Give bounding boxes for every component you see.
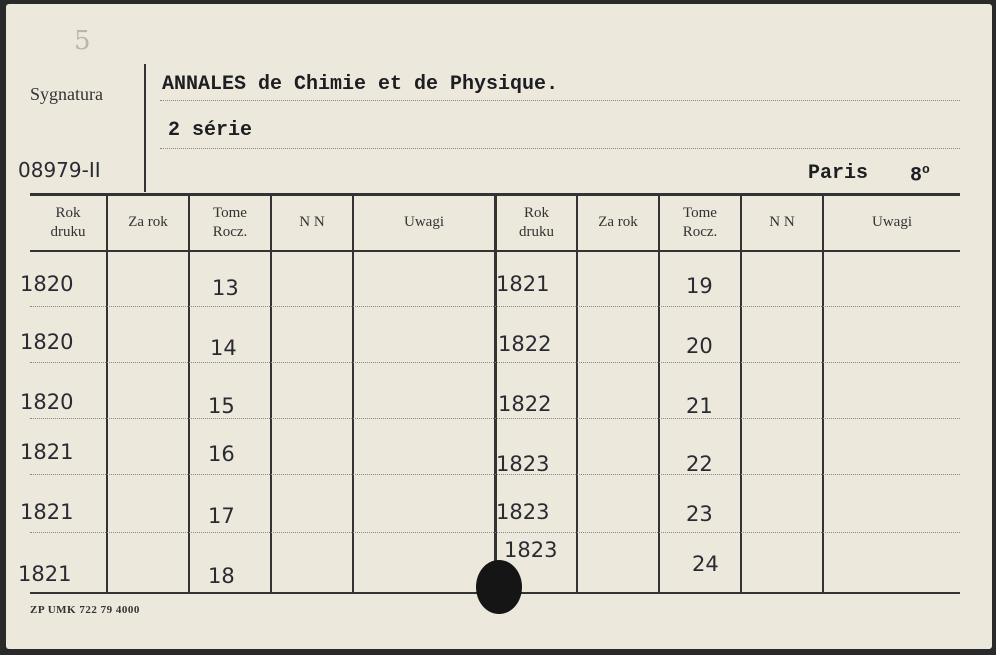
header-uwagi: Uwagi bbox=[872, 214, 912, 230]
row-dotted-line bbox=[30, 532, 960, 533]
row-year: 1820 bbox=[20, 390, 74, 414]
row-year: 1823 bbox=[496, 500, 550, 524]
format-text: 8$^o$ bbox=[910, 162, 930, 188]
row-volume: 13 bbox=[212, 276, 239, 300]
row-volume: 24 bbox=[692, 552, 719, 576]
row-dotted-line bbox=[30, 474, 960, 475]
header-divider bbox=[144, 64, 146, 192]
row-volume: 17 bbox=[208, 504, 235, 528]
header-za-rok: Za rok bbox=[598, 214, 638, 230]
row-volume: 20 bbox=[686, 334, 713, 358]
row-volume: 21 bbox=[686, 394, 713, 418]
row-dotted-line bbox=[30, 418, 960, 419]
place-text: Paris bbox=[808, 162, 869, 185]
header-uwagi: Uwagi bbox=[404, 214, 444, 230]
header-rok-druku: Rok druku bbox=[50, 205, 86, 240]
catalog-card bbox=[6, 4, 992, 649]
row-year: 1822 bbox=[498, 332, 552, 356]
row-volume: 22 bbox=[686, 452, 713, 476]
series-text: 2 série bbox=[168, 119, 253, 142]
row-dotted-line bbox=[30, 362, 960, 363]
title-text: ANNALES de Chimie et de Physique. bbox=[162, 73, 559, 96]
header-nn: N N bbox=[299, 214, 325, 230]
series-dotted-line bbox=[160, 148, 960, 149]
row-year: 1821 bbox=[20, 440, 74, 464]
row-volume: 23 bbox=[686, 502, 713, 526]
row-volume: 14 bbox=[210, 336, 237, 360]
row-volume: 16 bbox=[208, 442, 235, 466]
row-year: 1820 bbox=[20, 330, 74, 354]
printer-imprint: ZP UMK 722 79 4000 bbox=[30, 604, 140, 616]
row-year: 1823 bbox=[496, 452, 550, 476]
row-year: 1821 bbox=[20, 500, 74, 524]
row-dotted-line bbox=[30, 306, 960, 307]
header-za-rok: Za rok bbox=[128, 214, 168, 230]
header-tome-rocz: Tome Rocz. bbox=[212, 205, 248, 240]
row-year: 1821 bbox=[18, 562, 72, 586]
row-volume: 19 bbox=[686, 274, 713, 298]
row-year: 1820 bbox=[20, 272, 74, 296]
header-nn: N N bbox=[769, 214, 795, 230]
pencil-number: 5 bbox=[74, 26, 91, 56]
title-dotted-line bbox=[160, 100, 960, 101]
row-year: 1823 bbox=[504, 538, 558, 562]
row-year: 1822 bbox=[498, 392, 552, 416]
header-tome-rocz: Tome Rocz. bbox=[682, 205, 718, 240]
signature-value: 08979-II bbox=[18, 158, 101, 182]
sygnatura-label: Sygnatura bbox=[30, 84, 103, 104]
punch-hole bbox=[476, 560, 522, 614]
row-volume: 15 bbox=[208, 394, 235, 418]
row-year: 1821 bbox=[496, 272, 550, 296]
header-rok-druku: Rok druku bbox=[519, 205, 554, 240]
row-volume: 18 bbox=[208, 564, 235, 588]
